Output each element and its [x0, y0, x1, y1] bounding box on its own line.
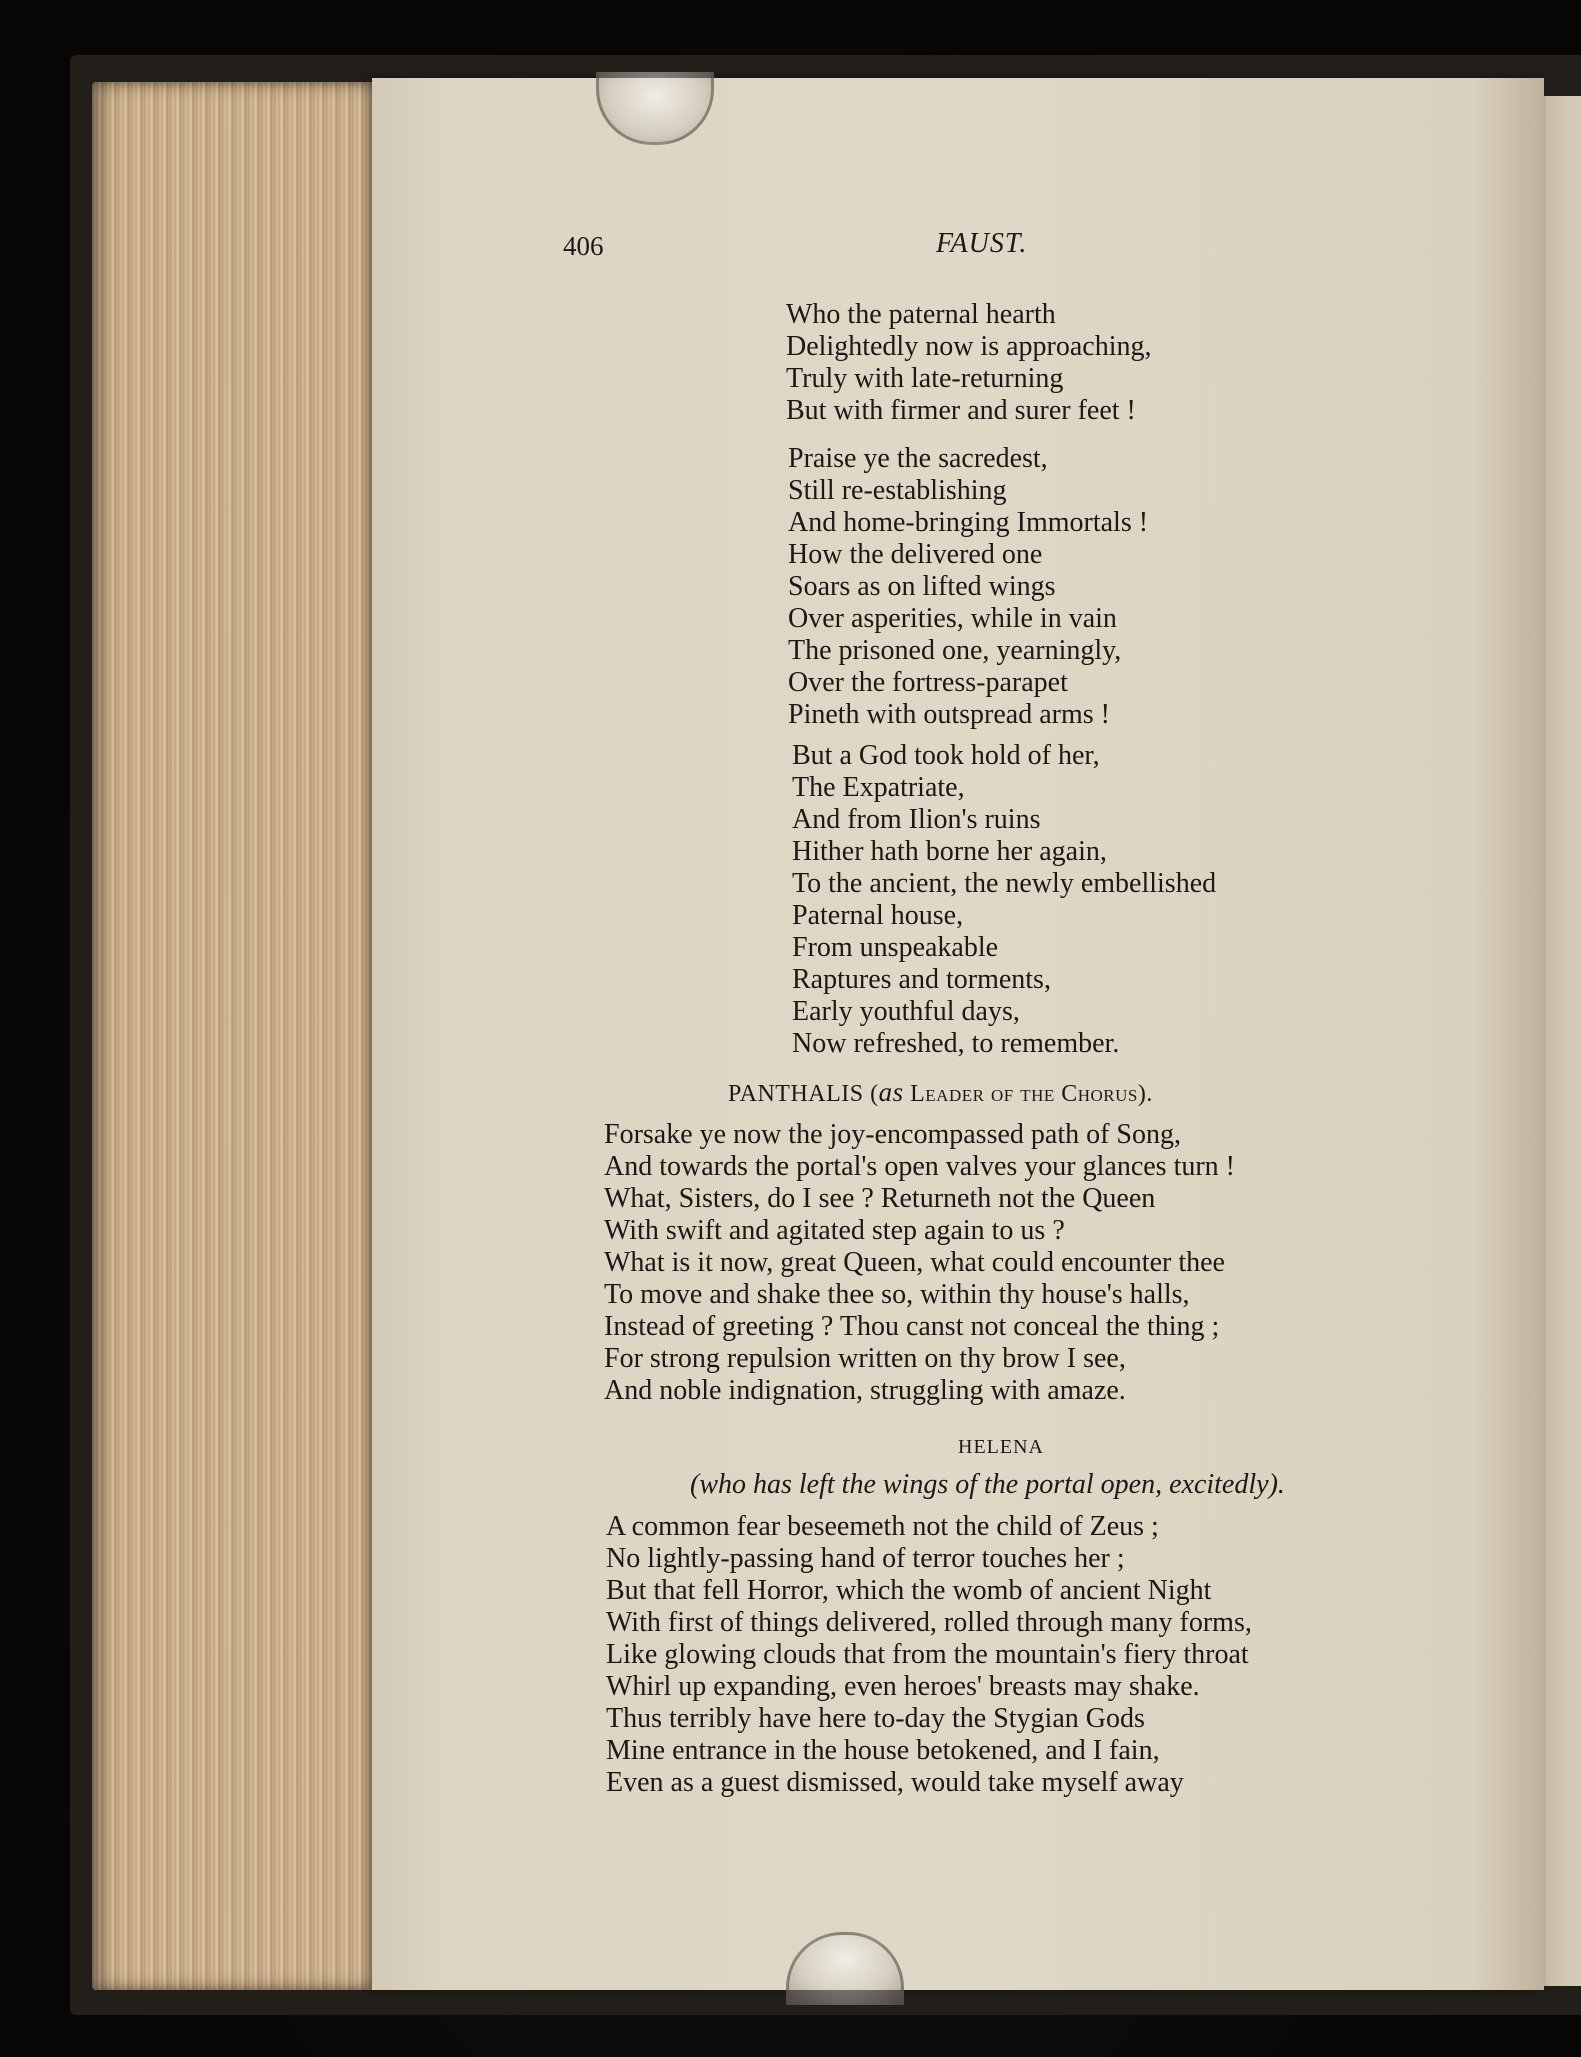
verse-line: Like glowing clouds that from the mountain's fiery throat	[606, 1639, 1249, 1670]
verse-line: Soars as on lifted wings	[788, 571, 1056, 602]
speaker-heading-panthalis	[728, 1077, 1153, 1108]
stage-direction-as: as	[878, 1077, 904, 1107]
verse-line: But a God took hold of her,	[792, 740, 1100, 771]
speaker-name: PANTHALIS (	[728, 1081, 879, 1107]
verse-line: Thus terribly have here to-day the Stygian Gods	[606, 1703, 1145, 1734]
chorus-stanza-three	[792, 740, 1216, 1060]
panthalis-speech	[604, 1119, 1235, 1407]
verse-line: Praise ye the sacredest,	[788, 443, 1048, 474]
verse-line: Pineth with outspread arms !	[788, 699, 1110, 730]
verse-line: Still re-establishing	[788, 475, 1007, 506]
verse-line: Over asperities, while in vain	[788, 603, 1117, 634]
running-title: FAUST.	[936, 228, 1028, 259]
verse-line: Even as a guest dismissed, would take myself away	[606, 1767, 1184, 1798]
verse-line: Raptures and torments,	[792, 964, 1051, 995]
page-number: 406	[563, 231, 604, 261]
verse-line: How the delivered one	[788, 539, 1043, 570]
chorus-stanza-one	[786, 299, 1151, 427]
verse-line: Now refreshed, to remember.	[792, 1028, 1120, 1059]
verse-line: With first of things delivered, rolled through many forms,	[606, 1607, 1252, 1638]
verse-line: What is it now, great Queen, what could encounter thee	[604, 1247, 1225, 1278]
chorus-stanza-two	[788, 443, 1148, 731]
verse-line: The prisoned one, yearningly,	[788, 635, 1122, 666]
verse-line: And noble indignation, struggling with amaze.	[604, 1375, 1126, 1406]
verse-line: Truly with late-returning	[786, 363, 1064, 394]
verse-line: Mine entrance in the house betokened, and I fain,	[606, 1735, 1160, 1766]
verse-line: And from Ilion's ruins	[792, 804, 1041, 835]
verse-line: Hither hath borne her again,	[792, 836, 1107, 867]
verse-line: Over the fortress-parapet	[788, 667, 1068, 698]
verse-line: A common fear beseemeth not the child of Zeus ;	[606, 1511, 1159, 1542]
verse-line: The Expatriate,	[792, 772, 965, 803]
verse-line: Instead of greeting ? Thou canst not conceal the thing ;	[604, 1311, 1220, 1342]
verse-line: To the ancient, the newly embellished	[792, 868, 1217, 899]
verse-line: And home-bringing Immortals !	[788, 507, 1149, 538]
verse-line: Who the paternal hearth	[786, 299, 1056, 330]
verse-line: Forsake ye now the joy-encompassed path of Song,	[604, 1119, 1181, 1150]
verse-line: What, Sisters, do I see ? Returneth not the Queen	[604, 1183, 1156, 1214]
verse-line: With swift and agitated step again to us ?	[604, 1215, 1065, 1246]
verse-line: But that fell Horror, which the womb of ancient Night	[606, 1575, 1212, 1606]
stage-direction-helena: (who has left the wings of the portal open, excitedly).	[690, 1469, 1285, 1500]
helena-speech	[606, 1511, 1252, 1799]
speaker-role: Leader of the Chorus).	[903, 1081, 1153, 1107]
verse-line: Early youthful days,	[792, 996, 1020, 1027]
verse-line: Delightedly now is approaching,	[786, 331, 1152, 362]
verse-line: But with firmer and surer feet !	[786, 395, 1136, 426]
verse-line: To move and shake thee so, within thy house's halls,	[604, 1279, 1190, 1310]
verse-line: Whirl up expanding, even heroes' breasts may shake.	[606, 1671, 1200, 1702]
verse-line: From unspeakable	[792, 932, 999, 963]
speaker-heading-helena: HELENA	[958, 1436, 1044, 1458]
verse-line: Paternal house,	[792, 900, 964, 931]
page-edges	[92, 82, 380, 1990]
verse-line: And towards the portal's open valves your glances turn !	[604, 1151, 1235, 1182]
verse-line: For strong repulsion written on thy brow I see,	[604, 1343, 1126, 1374]
verse-line: No lightly-passing hand of terror touches her ;	[606, 1543, 1125, 1574]
